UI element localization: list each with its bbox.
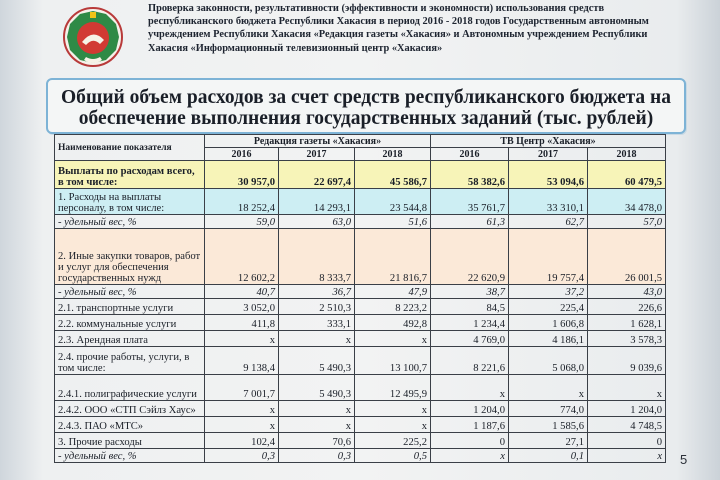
cell-value: x [355, 417, 431, 433]
table-row [55, 417, 666, 433]
cell-value: 40,7 [205, 285, 279, 299]
row-label: - удельный вес, % [55, 449, 205, 463]
year-header: 2016 [205, 148, 279, 161]
cell-value: 3 052,0 [205, 299, 279, 315]
row-label: 2.4.3. ПАО «МТС» [55, 417, 205, 433]
cell-value: 35 761,7 [431, 189, 509, 215]
expenses-table [54, 134, 666, 463]
cell-value: 62,7 [509, 215, 588, 229]
cell-value: 5 490,3 [279, 375, 355, 401]
cell-value: 2 510,3 [279, 299, 355, 315]
cell-value: 225,4 [509, 299, 588, 315]
row-label: 2.1. транспортные услуги [55, 299, 205, 315]
group-header-newspaper: Редакция газеты «Хакасия» [205, 135, 431, 148]
cell-value: 14 293,1 [279, 189, 355, 215]
cell-value: 61,3 [431, 215, 509, 229]
year-header: 2018 [588, 148, 666, 161]
table-row [55, 347, 666, 375]
cell-value: 226,6 [588, 299, 666, 315]
table-row [55, 299, 666, 315]
table-row [55, 215, 666, 229]
cell-value: 1 628,1 [588, 315, 666, 331]
year-header: 2016 [431, 148, 509, 161]
cell-value: 0 [588, 433, 666, 449]
cell-value: 4 769,0 [431, 331, 509, 347]
cell-value: 0,1 [509, 449, 588, 463]
cell-value: 225,2 [355, 433, 431, 449]
cell-value: 19 757,4 [509, 229, 588, 285]
cell-value: 1 585,6 [509, 417, 588, 433]
cell-value: x [205, 417, 279, 433]
row-label: 2.2. коммунальные услуги [55, 315, 205, 331]
cell-value: 30 957,0 [205, 161, 279, 189]
cell-value: x [431, 449, 509, 463]
table-row [55, 285, 666, 299]
cell-value: 58 382,6 [431, 161, 509, 189]
cell-value: 411,8 [205, 315, 279, 331]
cell-value: x [205, 401, 279, 417]
year-header: 2017 [509, 148, 588, 161]
header-line: Хакасия «Информационный телевизионный центр «Хакасия» [148, 42, 443, 54]
cell-value: 102,4 [205, 433, 279, 449]
cell-value: 45 586,7 [355, 161, 431, 189]
cell-value: x [355, 331, 431, 347]
cell-value: 33 310,1 [509, 189, 588, 215]
cell-value: 8 221,6 [431, 347, 509, 375]
cell-value: 70,6 [279, 433, 355, 449]
title-line-1: Общий объем расходов за счет средств республиканского бюджета на [60, 87, 672, 108]
cell-value: 12 495,9 [355, 375, 431, 401]
cell-value: 23 544,8 [355, 189, 431, 215]
cell-value: 1 204,0 [431, 401, 509, 417]
table-row [55, 433, 666, 449]
row-label: 1. Расходы на выплаты персоналу, в том числе: [55, 189, 205, 215]
cell-value: x [588, 449, 666, 463]
cell-value: 37,2 [509, 285, 588, 299]
row-label: 2.4.1. полиграфические услуги [55, 375, 205, 401]
cell-value: 0,3 [205, 449, 279, 463]
cell-value: x [355, 401, 431, 417]
cell-value: 34 478,0 [588, 189, 666, 215]
document-header [148, 2, 668, 55]
cell-value: 63,0 [279, 215, 355, 229]
header-line: республиканского бюджета Республики Хакасия в период 2016 - 2018 годов Государственным автономным [148, 16, 649, 28]
row-label: Выплаты по расходам всего, в том числе: [55, 161, 205, 189]
table-row [55, 449, 666, 463]
cell-value: 43,0 [588, 285, 666, 299]
cell-value: 38,7 [431, 285, 509, 299]
table-body [55, 161, 666, 463]
row-label: 2.4.2. ООО «СТП Сэйлз Хаус» [55, 401, 205, 417]
cell-value: 5 068,0 [509, 347, 588, 375]
year-header: 2017 [279, 148, 355, 161]
cell-value: x [279, 401, 355, 417]
year-header: 2018 [355, 148, 431, 161]
republic-khakassia-emblem-icon [62, 6, 124, 68]
cell-value: 1 606,8 [509, 315, 588, 331]
table-row [55, 161, 666, 189]
cell-value: x [431, 375, 509, 401]
cell-value: 9 138,4 [205, 347, 279, 375]
cell-value: x [509, 375, 588, 401]
column-header-name: Наименование показателя [55, 135, 205, 161]
table-row [55, 229, 666, 285]
row-label: 3. Прочие расходы [55, 433, 205, 449]
cell-value: 22 697,4 [279, 161, 355, 189]
cell-value: 60 479,5 [588, 161, 666, 189]
cell-value: 1 204,0 [588, 401, 666, 417]
page-title [48, 87, 684, 129]
page-number: 5 [680, 452, 688, 467]
cell-value: 13 100,7 [355, 347, 431, 375]
row-label: 2.3. Арендная плата [55, 331, 205, 347]
cell-value: 22 620,9 [431, 229, 509, 285]
cell-value: 1 234,4 [431, 315, 509, 331]
cell-value: 1 187,6 [431, 417, 509, 433]
cell-value: x [205, 331, 279, 347]
cell-value: 333,1 [279, 315, 355, 331]
cell-value: 0 [431, 433, 509, 449]
cell-value: 0,5 [355, 449, 431, 463]
row-label: - удельный вес, % [55, 215, 205, 229]
cell-value: 47,9 [355, 285, 431, 299]
cell-value: 12 602,2 [205, 229, 279, 285]
cell-value: 3 578,3 [588, 331, 666, 347]
cell-value: 27,1 [509, 433, 588, 449]
cell-value: 492,8 [355, 315, 431, 331]
table-row [55, 331, 666, 347]
cell-value: 8 333,7 [279, 229, 355, 285]
cell-value: 774,0 [509, 401, 588, 417]
table-row [55, 189, 666, 215]
cell-value: 8 223,2 [355, 299, 431, 315]
cell-value: 51,6 [355, 215, 431, 229]
cell-value: 0,3 [279, 449, 355, 463]
title-box [46, 78, 686, 134]
cell-value: 59,0 [205, 215, 279, 229]
cell-value: 26 001,5 [588, 229, 666, 285]
header-line: учреждением Республики Хакасия «Редакция газеты «Хакасия» и Автономным учреждением Республики [148, 29, 648, 41]
table-row [55, 401, 666, 417]
table-row [55, 375, 666, 401]
cell-value: 9 039,6 [588, 347, 666, 375]
cell-value: 36,7 [279, 285, 355, 299]
cell-value: 84,5 [431, 299, 509, 315]
row-label: 2. Иные закупки товаров, работ и услуг для обеспечения государственных нужд [55, 229, 205, 285]
cell-value: 7 001,7 [205, 375, 279, 401]
cell-value: 4 748,5 [588, 417, 666, 433]
cell-value: 21 816,7 [355, 229, 431, 285]
cell-value: x [279, 417, 355, 433]
cell-value: x [588, 375, 666, 401]
cell-value: 5 490,3 [279, 347, 355, 375]
row-label: 2.4. прочие работы, услуги, в том числе: [55, 347, 205, 375]
cell-value: 4 186,1 [509, 331, 588, 347]
cell-value: x [279, 331, 355, 347]
title-line-2: обеспечение выполнения государственных заданий (тыс. рублей) [78, 108, 654, 129]
cell-value: 53 094,6 [509, 161, 588, 189]
table-row [55, 315, 666, 331]
row-label: - удельный вес, % [55, 285, 205, 299]
cell-value: 18 252,4 [205, 189, 279, 215]
header-line: Проверка законности, результативности (эффективности и экономности) использования средств [148, 3, 605, 14]
cell-value: 57,0 [588, 215, 666, 229]
group-header-tv-center: ТВ Центр «Хакасия» [431, 135, 666, 148]
